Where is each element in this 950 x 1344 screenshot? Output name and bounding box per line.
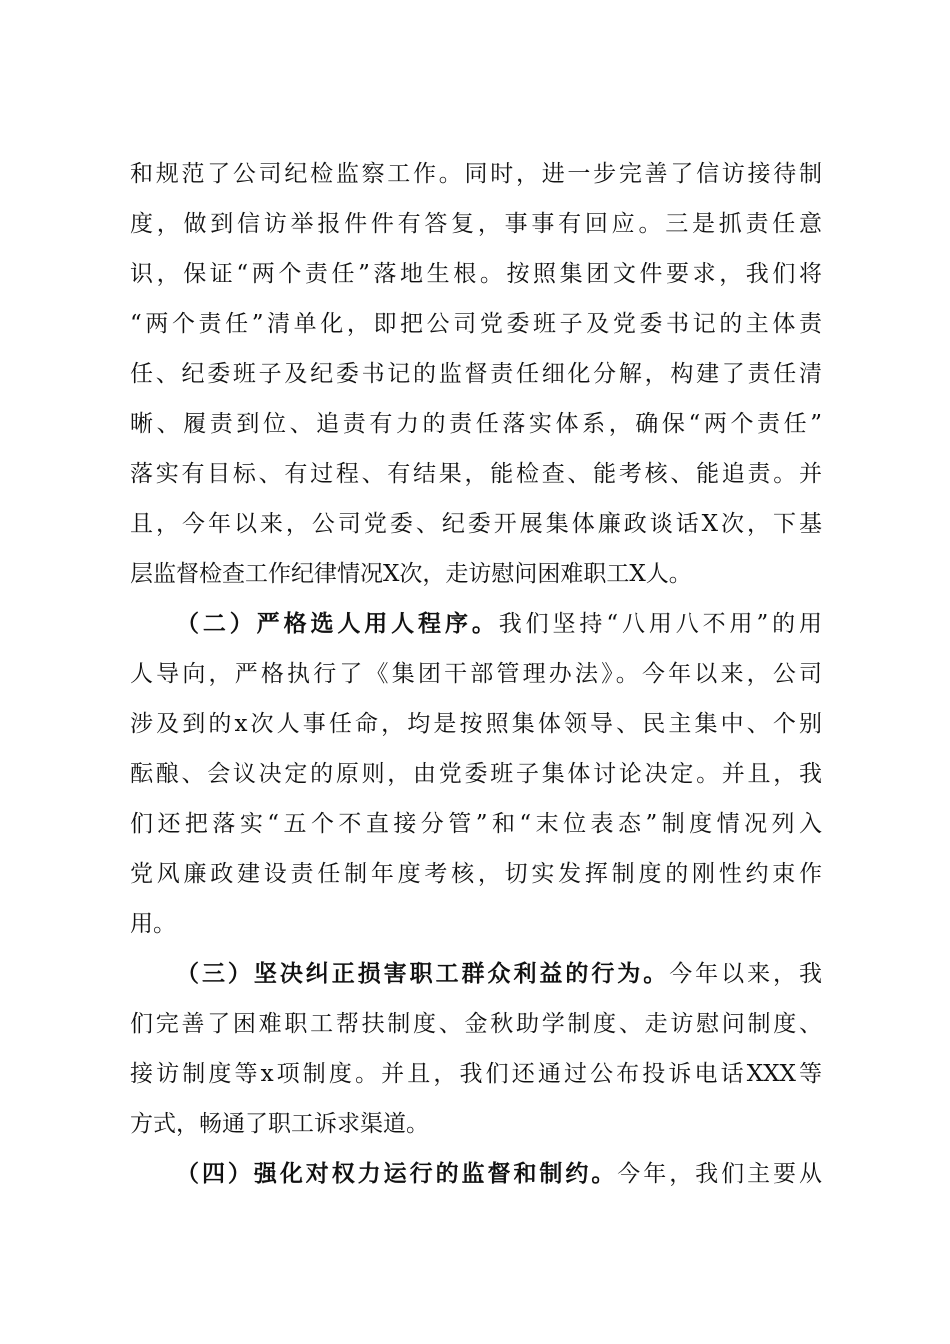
text-line: 且，今年以来，公司党委、纪委开展集体廉政谈话X次，下基 <box>130 511 822 537</box>
section-2-heading: （二）严格选人用人程序。 <box>176 610 499 637</box>
text-line: 涉及到的x次人事任命，均是按照集体领导、民主集中、个别 <box>130 711 822 737</box>
section-3-heading: （三）坚决纠正损害职工群众利益的行为。 <box>176 960 670 987</box>
text-line: 党风廉政建设责任制年度考核，切实发挥制度的刚性约束作 <box>130 861 822 887</box>
section-4-heading: （四）强化对权力运行的监督和制约。 <box>176 1160 618 1187</box>
text-line: 和规范了公司纪检监察工作。同时，进一步完善了信访接待制 <box>130 161 822 187</box>
section-4-text: 今年，我们主要从 <box>617 1161 822 1187</box>
text-line: 方式，畅通了职工诉求渠道。 <box>130 1111 429 1137</box>
text-line: 酝酿、会议决定的原则，由党委班子集体讨论决定。并且，我 <box>130 761 822 787</box>
text-line: 识，保证“两个责任”落地生根。按照集团文件要求，我们将 <box>130 261 822 287</box>
text-line: 接访制度等x项制度。并且，我们还通过公布投诉电话XXX等 <box>130 1061 822 1087</box>
text-line: 用。 <box>130 911 176 937</box>
text-line: 晰、履责到位、追责有力的责任落实体系，确保“两个责任” <box>130 411 822 437</box>
text-line: 落实有目标、有过程、有结果，能检查、能考核、能追责。并 <box>130 461 822 487</box>
text-line: 们还把落实“五个不直接分管”和“末位表态”制度情况列入 <box>130 811 822 837</box>
section-3-first-line <box>130 954 822 994</box>
text-line: 们完善了困难职工帮扶制度、金秋助学制度、走访慰问制度、 <box>130 1011 822 1037</box>
section-2-text: 我们坚持“八用八不用”的用 <box>498 611 822 637</box>
section-2-first-line <box>130 604 822 644</box>
section-3-text: 今年以来，我 <box>669 961 822 987</box>
section-4-first-line <box>130 1154 822 1194</box>
text-line: 人导向，严格执行了《集团干部管理办法》。今年以来，公司 <box>130 661 822 687</box>
text-line: 任、纪委班子及纪委书记的监督责任细化分解，构建了责任清 <box>130 361 822 387</box>
text-line: 层监督检查工作纪律情况X次，走访慰问困难职工X人。 <box>130 561 692 587</box>
text-line: “两个责任”清单化，即把公司党委班子及党委书记的主体责 <box>130 311 822 337</box>
text-line: 度，做到信访举报件件有答复，事事有回应。三是抓责任意 <box>130 211 822 237</box>
